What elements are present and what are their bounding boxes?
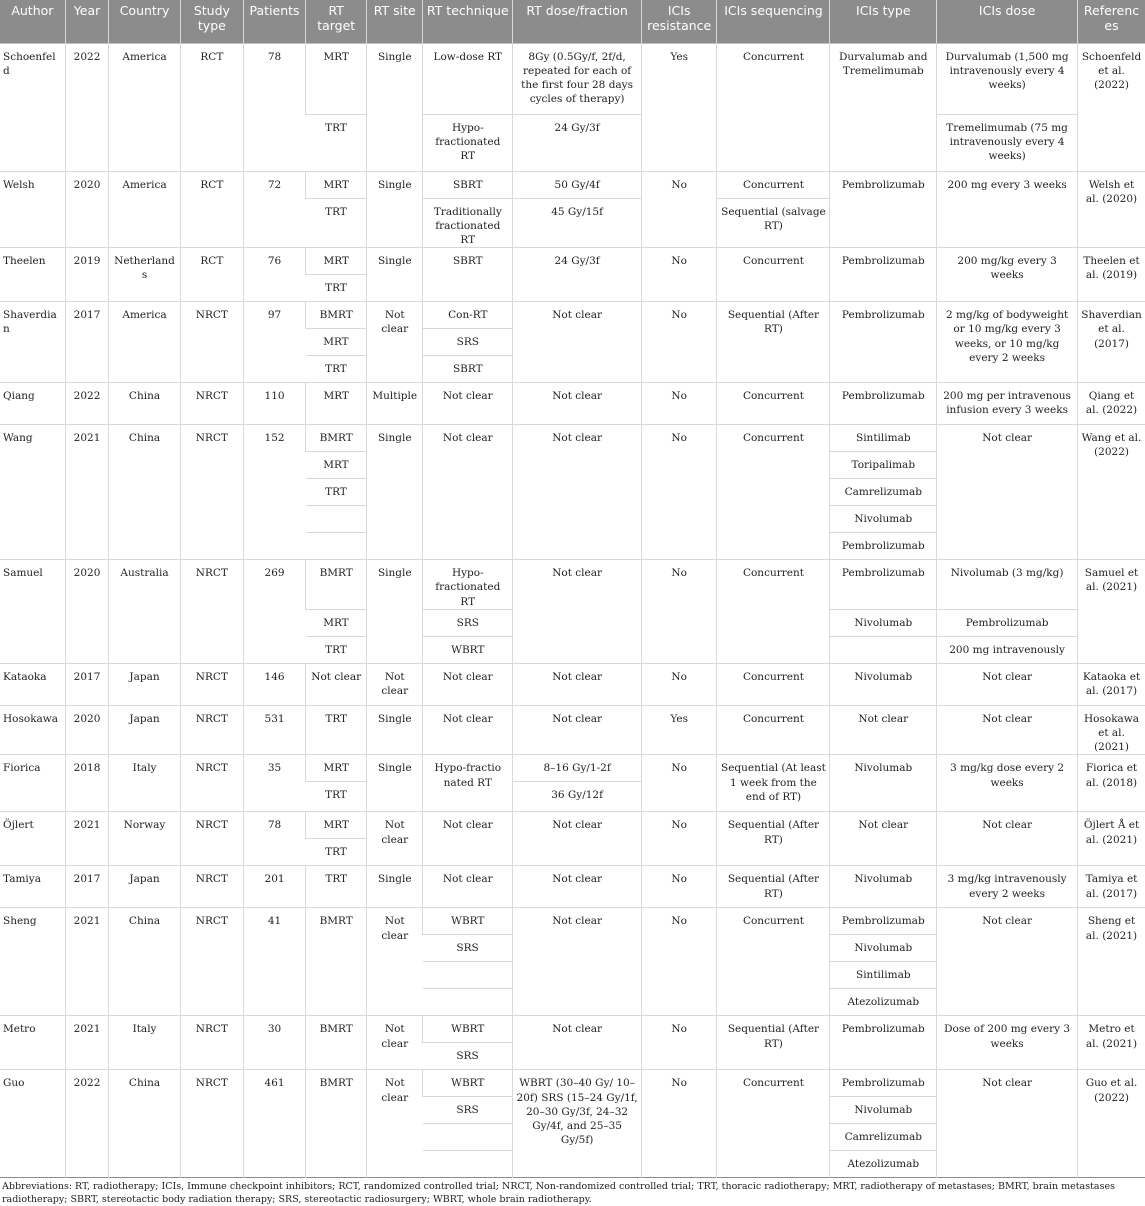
cell-ici-dose: Not clear (937, 908, 1078, 1016)
cell-rt-target: BMRT (306, 560, 367, 610)
cell-rt-target: TRT (306, 479, 367, 506)
cell-ici-dose: Not clear (937, 425, 1078, 560)
cell-rt-target: BMRT (306, 908, 367, 1016)
cell-patients: 30 (243, 1016, 305, 1070)
cell-ici-dose: Dose of 200 mg every 3 weeks (937, 1016, 1078, 1070)
cell-year: 2017 (65, 663, 109, 705)
cell-ici-type: Nivolumab (830, 609, 937, 636)
cell-rt-dose: Not clear (513, 705, 641, 755)
cell-author: Samuel (0, 560, 65, 664)
cell-reference: Hosokawa et al. (2021) (1078, 705, 1145, 755)
cell-country: Japan (109, 663, 180, 705)
cell-rt-technique: WBRT (423, 1070, 513, 1097)
cell-study-type: NRCT (180, 812, 243, 866)
cell-ici-sequencing: Concurrent (717, 1070, 830, 1178)
cell-rt-technique: Hypo-fractionated RT (423, 560, 513, 610)
cell-rt-technique: SBRT (423, 171, 513, 198)
cell-country: China (109, 1070, 180, 1178)
cell-country: China (109, 425, 180, 560)
header-ici-resistance: ICIs resistance (641, 0, 717, 43)
cell-author: Tamiya (0, 866, 65, 908)
cell-reference: Tamiya et al. (2017) (1078, 866, 1145, 908)
cell-ici-resistance: No (641, 302, 717, 383)
cell-country: Australia (109, 560, 180, 664)
cell-patients: 531 (243, 705, 305, 755)
cell-study-type: NRCT (180, 705, 243, 755)
cell-rt-technique: SBRT (423, 356, 513, 383)
cell-ici-sequencing: Concurrent (717, 248, 830, 302)
cell-rt-target (306, 533, 367, 560)
cell-ici-type: Pembrolizumab (830, 1070, 937, 1097)
cell-rt-technique: Not clear (423, 866, 513, 908)
cell-rt-technique: SRS (423, 609, 513, 636)
cell-reference: Qiang et al. (2022) (1078, 383, 1145, 425)
cell-rt-technique: SRS (423, 1097, 513, 1124)
cell-ici-dose: 3 mg/kg dose every 2 weeks (937, 755, 1078, 812)
cell-patients: 78 (243, 812, 305, 866)
cell-rt-technique: SBRT (423, 248, 513, 302)
cell-rt-technique: Low-dose RT (423, 43, 513, 114)
cell-rt-dose: Not clear (513, 302, 641, 383)
cell-patients: 97 (243, 302, 305, 383)
cell-rt-site: Not clear (367, 1070, 423, 1178)
header-rt-target: RT target (306, 0, 367, 43)
cell-rt-site: Single (367, 248, 423, 302)
table-row (0, 812, 1145, 839)
cell-study-type: RCT (180, 43, 243, 171)
cell-rt-dose: 8–16 Gy/1-2f (513, 755, 641, 782)
cell-patients: 269 (243, 560, 305, 664)
cell-rt-technique (423, 989, 513, 1016)
cell-ici-resistance: No (641, 383, 717, 425)
cell-rt-technique: WBRT (423, 1016, 513, 1043)
cell-ici-resistance: No (641, 425, 717, 560)
cell-reference: Wang et al. (2022) (1078, 425, 1145, 560)
cell-ici-sequencing: Sequential (After RT) (717, 1016, 830, 1070)
cell-ici-dose: Not clear (937, 1070, 1078, 1178)
cell-year: 2020 (65, 560, 109, 664)
cell-ici-type: Sintilimab (830, 962, 937, 989)
cell-patients: 41 (243, 908, 305, 1016)
cell-rt-technique: WBRT (423, 636, 513, 663)
cell-rt-technique (423, 1124, 513, 1151)
cell-rt-target: TRT (306, 782, 367, 812)
cell-country: Japan (109, 705, 180, 755)
cell-reference: Theelen et al. (2019) (1078, 248, 1145, 302)
cell-patients: 110 (243, 383, 305, 425)
cell-rt-dose: Not clear (513, 1016, 641, 1070)
cell-patients: 146 (243, 663, 305, 705)
cell-rt-dose: 8Gy (0.5Gy/f, 2f/d, repeated for each of the first four 28 days cycles of therapy) (513, 43, 641, 114)
cell-ici-type: Nivolumab (830, 663, 937, 705)
cell-rt-target: MRT (306, 812, 367, 839)
cell-ici-resistance: No (641, 755, 717, 812)
cell-rt-target: TRT (306, 839, 367, 866)
cell-rt-target: BMRT (306, 302, 367, 329)
cell-rt-target: TRT (306, 705, 367, 755)
cell-rt-site: Single (367, 560, 423, 664)
table-row (0, 171, 1145, 198)
cell-rt-technique: Not clear (423, 705, 513, 755)
cell-country: America (109, 302, 180, 383)
cell-ici-type: Not clear (830, 812, 937, 866)
cell-rt-dose: WBRT (30–40 Gy/ 10–20f) SRS (15–24 Gy/1f, 20–30 Gy/3f, 24–32 Gy/4f, and 25–35 Gy/5f) (513, 1070, 641, 1178)
cell-rt-target: MRT (306, 755, 367, 782)
cell-rt-technique (423, 1151, 513, 1178)
cell-rt-target: MRT (306, 329, 367, 356)
cell-ici-type: Camrelizumab (830, 1124, 937, 1151)
cell-ici-type: Sintilimab (830, 425, 937, 452)
cell-rt-technique: SRS (423, 1043, 513, 1070)
cell-rt-technique: Not clear (423, 383, 513, 425)
table-body (0, 43, 1145, 1178)
cell-rt-target: MRT (306, 43, 367, 114)
table-row (0, 1016, 1145, 1043)
cell-rt-technique: SRS (423, 329, 513, 356)
table-row (0, 302, 1145, 329)
cell-rt-site: Not clear (367, 663, 423, 705)
cell-ici-resistance: No (641, 866, 717, 908)
cell-patients: 152 (243, 425, 305, 560)
cell-study-type: RCT (180, 248, 243, 302)
header-rt-site: RT site (367, 0, 423, 43)
cell-ici-resistance: No (641, 1070, 717, 1178)
cell-ici-type: Nivolumab (830, 755, 937, 812)
cell-reference: Kataoka et al. (2017) (1078, 663, 1145, 705)
cell-rt-technique: Traditionally fractionated RT (423, 198, 513, 248)
cell-ici-sequencing: Concurrent (717, 171, 830, 198)
cell-rt-dose: Not clear (513, 866, 641, 908)
cell-ici-dose: Not clear (937, 705, 1078, 755)
cell-reference: Guo et al. (2022) (1078, 1070, 1145, 1178)
table-row (0, 1070, 1145, 1097)
header-country: Country (109, 0, 180, 43)
cell-rt-dose: 36 Gy/12f (513, 782, 641, 812)
cell-rt-target: MRT (306, 609, 367, 636)
cell-country: China (109, 383, 180, 425)
cell-ici-type: Toripalimab (830, 452, 937, 479)
cell-ici-dose: 3 mg/kg intravenously every 2 weeks (937, 866, 1078, 908)
cell-reference: Samuel et al. (2021) (1078, 560, 1145, 664)
cell-study-type: NRCT (180, 1070, 243, 1178)
cell-rt-technique: Not clear (423, 812, 513, 866)
cell-ici-type: Pembrolizumab (830, 908, 937, 935)
cell-ici-dose: Not clear (937, 663, 1078, 705)
cell-ici-type: Pembrolizumab (830, 383, 937, 425)
cell-ici-dose: Tremelimumab (75 mg intravenously every 4 weeks) (937, 114, 1078, 171)
cell-author: Shaverdian (0, 302, 65, 383)
cell-author: Qiang (0, 383, 65, 425)
cell-author: Metro (0, 1016, 65, 1070)
cell-patients: 35 (243, 755, 305, 812)
cell-reference: Fiorica et al. (2018) (1078, 755, 1145, 812)
cell-ici-resistance: No (641, 560, 717, 664)
cell-reference: Shaverdian et al. (2017) (1078, 302, 1145, 383)
cell-study-type: NRCT (180, 560, 243, 664)
cell-study-type: NRCT (180, 425, 243, 560)
cell-rt-site: Single (367, 171, 423, 248)
cell-rt-target: MRT (306, 383, 367, 425)
header-row (0, 0, 1145, 43)
cell-ici-dose: 200 mg/kg every 3 weeks (937, 248, 1078, 302)
cell-rt-dose: 24 Gy/3f (513, 248, 641, 302)
cell-ici-sequencing: Concurrent (717, 43, 830, 171)
cell-study-type: NRCT (180, 1016, 243, 1070)
cell-rt-technique (423, 962, 513, 989)
cell-rt-dose: Not clear (513, 663, 641, 705)
cell-ici-type (830, 636, 937, 663)
cell-study-type: NRCT (180, 755, 243, 812)
cell-ici-resistance: No (641, 248, 717, 302)
cell-rt-site: Single (367, 43, 423, 171)
cell-country: Italy (109, 755, 180, 812)
cell-patients: 461 (243, 1070, 305, 1178)
cell-study-type: NRCT (180, 663, 243, 705)
cell-ici-type: Atezolizumab (830, 1151, 937, 1178)
cell-rt-target: TRT (306, 636, 367, 663)
cell-year: 2022 (65, 1070, 109, 1178)
cell-ici-resistance: No (641, 663, 717, 705)
cell-patients: 201 (243, 866, 305, 908)
cell-ici-dose: Durvalumab (1,500 mg intravenously every 4 weeks) (937, 43, 1078, 114)
cell-author: Kataoka (0, 663, 65, 705)
cell-rt-site: Single (367, 755, 423, 812)
cell-rt-site: Not clear (367, 812, 423, 866)
cell-ici-resistance: No (641, 812, 717, 866)
cell-reference: Sheng et al. (2021) (1078, 908, 1145, 1016)
cell-study-type: NRCT (180, 383, 243, 425)
cell-ici-dose: Nivolumab (3 mg/kg) (937, 560, 1078, 610)
cell-patients: 72 (243, 171, 305, 248)
cell-rt-technique: WBRT (423, 908, 513, 935)
cell-rt-target: Not clear (306, 663, 367, 705)
cell-rt-site: Single (367, 705, 423, 755)
cell-ici-dose: 200 mg intravenously (937, 636, 1078, 663)
cell-rt-target: TRT (306, 356, 367, 383)
header-ici-type: ICIs type (830, 0, 937, 43)
cell-ici-type: Not clear (830, 705, 937, 755)
cell-ici-type: Nivolumab (830, 1097, 937, 1124)
cell-year: 2019 (65, 248, 109, 302)
cell-country: China (109, 908, 180, 1016)
table-row (0, 755, 1145, 782)
cell-ici-type: Durvalumab and Tremelimumab (830, 43, 937, 171)
cell-ici-dose: 2 mg/kg of bodyweight or 10 mg/kg every 3 weeks, or 10 mg/kg every 2 weeks (937, 302, 1078, 383)
cell-author: Öjlert (0, 812, 65, 866)
header-rt-dose: RT dose/fraction (513, 0, 641, 43)
cell-ici-sequencing: Concurrent (717, 560, 830, 664)
cell-ici-sequencing: Sequential (salvage RT) (717, 198, 830, 248)
header-rt-technique: RT technique (423, 0, 513, 43)
cell-ici-type: Pembrolizumab (830, 302, 937, 383)
cell-author: Guo (0, 1070, 65, 1178)
cell-rt-technique: SRS (423, 935, 513, 962)
cell-year: 2021 (65, 1016, 109, 1070)
cell-ici-type: Nivolumab (830, 866, 937, 908)
cell-patients: 78 (243, 43, 305, 171)
table-row (0, 705, 1145, 755)
cell-rt-site: Not clear (367, 1016, 423, 1070)
cell-ici-resistance: Yes (641, 705, 717, 755)
cell-rt-technique: Hypo-fractio nated RT (423, 755, 513, 812)
cell-study-type: RCT (180, 171, 243, 248)
header-year: Year (65, 0, 109, 43)
cell-ici-sequencing: Concurrent (717, 705, 830, 755)
cell-country: America (109, 171, 180, 248)
cell-rt-target: BMRT (306, 1016, 367, 1070)
cell-year: 2017 (65, 302, 109, 383)
header-references: References (1078, 0, 1145, 43)
cell-ici-sequencing: Concurrent (717, 383, 830, 425)
cell-ici-sequencing: Concurrent (717, 425, 830, 560)
table-row (0, 425, 1145, 452)
cell-ici-sequencing: Sequential (After RT) (717, 302, 830, 383)
header-ici-sequencing: ICIs sequencing (717, 0, 830, 43)
cell-year: 2017 (65, 866, 109, 908)
header-patients: Patients (243, 0, 305, 43)
cell-rt-target: MRT (306, 171, 367, 198)
cell-rt-target: TRT (306, 198, 367, 248)
cell-ici-resistance: No (641, 1016, 717, 1070)
table-row (0, 663, 1145, 705)
cell-year: 2020 (65, 171, 109, 248)
header-study-type: Study type (180, 0, 243, 43)
cell-reference: Metro et al. (2021) (1078, 1016, 1145, 1070)
cell-year: 2021 (65, 812, 109, 866)
cell-ici-resistance: Yes (641, 43, 717, 171)
cell-year: 2021 (65, 908, 109, 1016)
cell-author: Hosokawa (0, 705, 65, 755)
cell-rt-dose: 24 Gy/3f (513, 114, 641, 171)
cell-country: Netherlands (109, 248, 180, 302)
cell-rt-dose: Not clear (513, 560, 641, 664)
cell-rt-target: TRT (306, 866, 367, 908)
cell-ici-sequencing: Sequential (After RT) (717, 866, 830, 908)
cell-ici-type: Camrelizumab (830, 479, 937, 506)
cell-year: 2018 (65, 755, 109, 812)
table-row (0, 866, 1145, 908)
cell-patients: 76 (243, 248, 305, 302)
cell-author: Sheng (0, 908, 65, 1016)
cell-year: 2020 (65, 705, 109, 755)
cell-author: Schoenfeld (0, 43, 65, 171)
cell-rt-technique: Hypo-fractionated RT (423, 114, 513, 171)
cell-reference: Öjlert Å et al. (2021) (1078, 812, 1145, 866)
table-row (0, 43, 1145, 114)
table-row (0, 383, 1145, 425)
cell-rt-technique: Con-RT (423, 302, 513, 329)
cell-rt-dose: Not clear (513, 383, 641, 425)
cell-ici-resistance: No (641, 171, 717, 248)
cell-year: 2022 (65, 43, 109, 171)
cell-author: Theelen (0, 248, 65, 302)
cell-rt-site: Single (367, 425, 423, 560)
cell-rt-target (306, 506, 367, 533)
cell-ici-type: Pembrolizumab (830, 248, 937, 302)
cell-ici-sequencing: Concurrent (717, 663, 830, 705)
cell-rt-dose: 45 Gy/15f (513, 198, 641, 248)
cell-ici-type: Nivolumab (830, 506, 937, 533)
cell-study-type: NRCT (180, 866, 243, 908)
table-row (0, 560, 1145, 610)
cell-rt-target: MRT (306, 248, 367, 275)
cell-rt-target: TRT (306, 275, 367, 302)
cell-ici-type: Pembrolizumab (830, 1016, 937, 1070)
cell-ici-type: Pembrolizumab (830, 560, 937, 610)
cell-ici-type: Pembrolizumab (830, 533, 937, 560)
cell-rt-technique: Not clear (423, 425, 513, 560)
cell-rt-dose: 50 Gy/4f (513, 171, 641, 198)
cell-rt-site: Not clear (367, 908, 423, 1016)
cell-year: 2022 (65, 383, 109, 425)
cell-ici-dose: 200 mg per intravenous infusion every 3 weeks (937, 383, 1078, 425)
cell-ici-dose: Pembrolizumab (937, 609, 1078, 636)
cell-rt-target: MRT (306, 452, 367, 479)
cell-study-type: NRCT (180, 908, 243, 1016)
cell-ici-dose: Not clear (937, 812, 1078, 866)
cell-study-type: NRCT (180, 302, 243, 383)
header-author: Author (0, 0, 65, 43)
cell-country: Norway (109, 812, 180, 866)
cell-author: Wang (0, 425, 65, 560)
cell-year: 2021 (65, 425, 109, 560)
cell-country: Italy (109, 1016, 180, 1070)
header-ici-dose: ICIs dose (937, 0, 1078, 43)
cell-rt-dose: Not clear (513, 908, 641, 1016)
cell-ici-type: Nivolumab (830, 935, 937, 962)
cell-rt-dose: Not clear (513, 425, 641, 560)
cell-rt-site: Not clear (367, 302, 423, 383)
cell-ici-sequencing: Sequential (At least 1 week from the end of RT) (717, 755, 830, 812)
cell-rt-technique: Not clear (423, 663, 513, 705)
cell-rt-target: TRT (306, 114, 367, 171)
cell-ici-sequencing: Concurrent (717, 908, 830, 1016)
cell-ici-type: Atezolizumab (830, 989, 937, 1016)
cell-rt-target: BMRT (306, 1070, 367, 1178)
cell-country: America (109, 43, 180, 171)
cell-author: Fiorica (0, 755, 65, 812)
table-row (0, 248, 1145, 275)
table-row (0, 908, 1145, 935)
cell-rt-target: BMRT (306, 425, 367, 452)
cell-ici-dose: 200 mg every 3 weeks (937, 171, 1078, 248)
cell-ici-resistance: No (641, 908, 717, 1016)
cell-ici-sequencing: Sequential (After RT) (717, 812, 830, 866)
cell-ici-type: Pembrolizumab (830, 171, 937, 248)
cell-rt-site: Single (367, 866, 423, 908)
cell-reference: Welsh et al. (2020) (1078, 171, 1145, 248)
cell-reference: Schoenfeld et al. (2022) (1078, 43, 1145, 171)
cell-rt-dose: Not clear (513, 812, 641, 866)
cell-country: Japan (109, 866, 180, 908)
cell-rt-site: Multiple (367, 383, 423, 425)
footnote: Abbreviations: RT, radiotherapy; ICIs, Immune checkpoint inhibitors; RCT, randomized controlled trial; NRCT, Non-randomized controlled trial; TRT, thoracic radiotherapy; MRT, radiotherapy of metastases; BMRT, brain metastases radiotherapy; SBRT, stereotactic body radiation therapy; SRS, stereotactic radiosurgery; WBRT, whole brain radiotherapy. (2, 1181, 1115, 1206)
cell-author: Welsh (0, 171, 65, 248)
